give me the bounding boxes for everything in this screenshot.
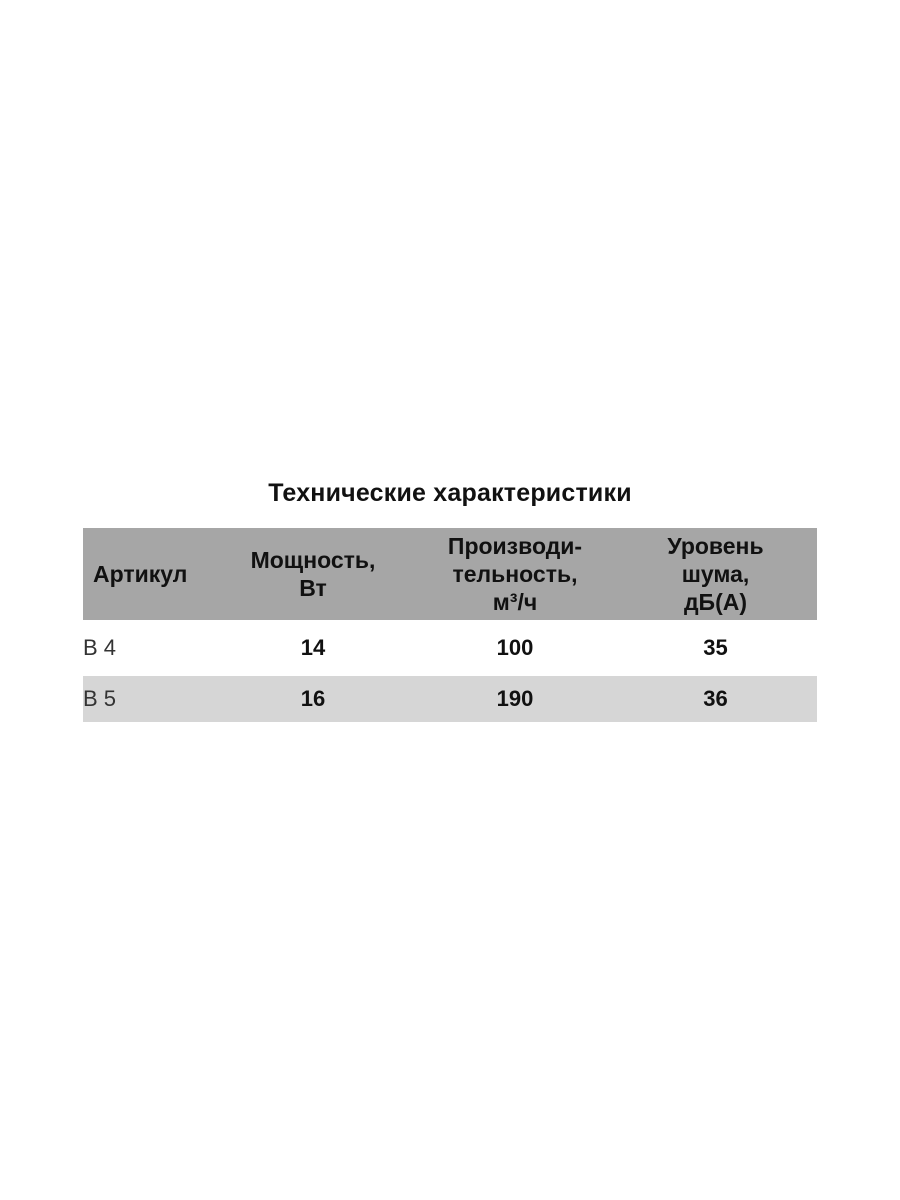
cell-power: 16 xyxy=(300,686,326,711)
spec-table xyxy=(83,528,817,722)
cell-article: В 5 xyxy=(83,686,117,711)
header-article: Артикул xyxy=(93,561,188,587)
table-row xyxy=(83,620,817,676)
header-power: Мощность, Вт xyxy=(250,547,376,601)
header-flow: Производи- тельность, м³/ч xyxy=(447,533,583,615)
cell-noise: 35 xyxy=(703,635,728,660)
cell-article: В 4 xyxy=(83,635,117,660)
table-row xyxy=(83,676,817,722)
cell-flow: 100 xyxy=(496,635,534,660)
table-header-row xyxy=(83,528,817,620)
page-title: Технические характеристики xyxy=(268,479,632,507)
cell-power: 14 xyxy=(300,635,326,660)
cell-noise: 36 xyxy=(703,686,728,711)
header-noise: Уровень шума, дБ(А) xyxy=(667,533,764,615)
cell-flow: 190 xyxy=(496,686,534,711)
